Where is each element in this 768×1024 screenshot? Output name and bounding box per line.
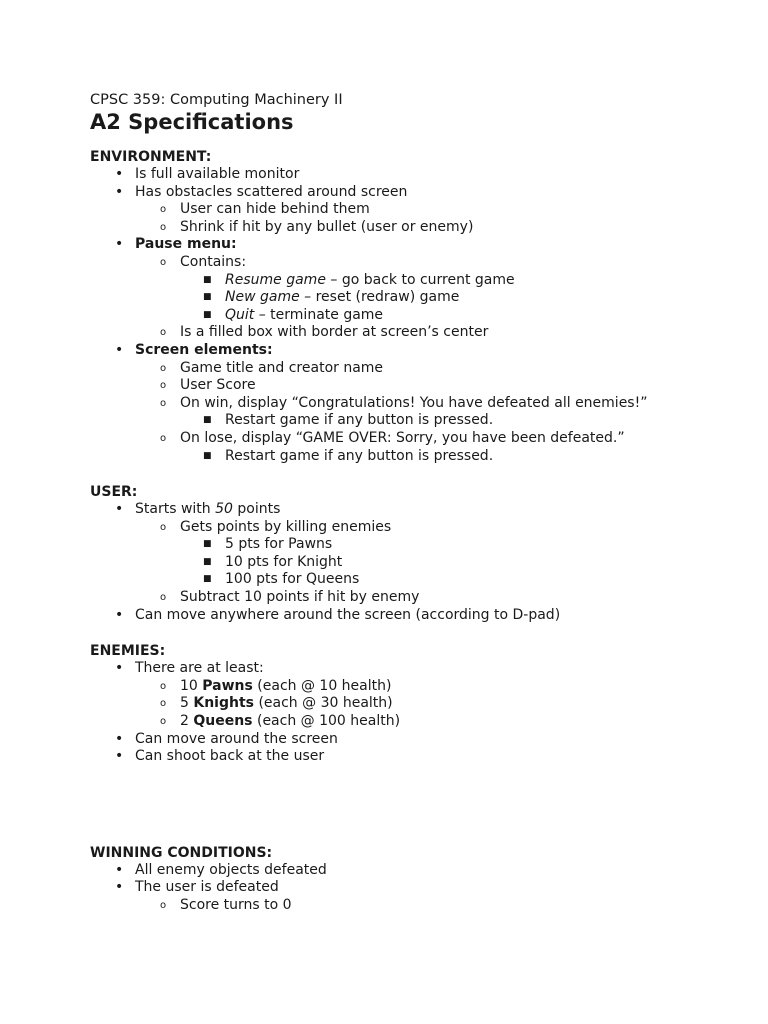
circle-bullet-icon: o bbox=[160, 397, 167, 409]
list-item: o Score turns to 0 bbox=[160, 897, 292, 913]
list-item: o Is a filled box with border at screen’s center bbox=[160, 324, 489, 341]
bullet-icon: • bbox=[115, 879, 124, 896]
circle-bullet-icon: o bbox=[160, 327, 167, 339]
list-item: o Game title and creator name bbox=[160, 359, 384, 376]
list-item: • The user is defeated bbox=[115, 879, 279, 896]
bullet-icon: • bbox=[115, 166, 124, 182]
list-item: • Screen elements: bbox=[115, 341, 273, 358]
bullet-icon: • bbox=[115, 501, 124, 518]
bullet-icon: • bbox=[115, 861, 124, 878]
list-item: o Gets points by killing enemies bbox=[160, 518, 392, 535]
list-item: o 10 Pawns (each @ 10 health) bbox=[160, 677, 392, 694]
list-item: ■ 5 pts for Pawns bbox=[203, 536, 333, 553]
course-header: CPSC 359: Computing Machinery II bbox=[90, 92, 343, 108]
document-title: A2 Specifications bbox=[90, 110, 294, 134]
circle-bullet-icon: o bbox=[160, 900, 167, 911]
circle-bullet-icon: o bbox=[160, 221, 167, 233]
circle-bullet-icon: o bbox=[160, 521, 167, 533]
list-item: • Can shoot back at the user bbox=[115, 748, 325, 765]
circle-bullet-icon: o bbox=[160, 680, 167, 692]
section-heading-environment: ENVIRONMENT: bbox=[90, 149, 212, 165]
section-heading-enemies: ENEMIES: bbox=[90, 643, 166, 660]
list-item: o 2 Queens (each @ 100 health) bbox=[160, 713, 401, 730]
bullet-icon: • bbox=[115, 183, 124, 200]
section-heading-user: USER: bbox=[90, 484, 138, 501]
list-item: o On lose, display “GAME OVER: Sorry, you have been defeated.” bbox=[160, 429, 625, 446]
section-heading-winning-conditions: WINNING CONDITIONS: bbox=[90, 844, 273, 861]
list-item: • All enemy objects defeated bbox=[115, 861, 327, 878]
bullet-icon: • bbox=[115, 660, 124, 677]
circle-bullet-icon: o bbox=[160, 204, 167, 216]
square-bullet-icon: ■ bbox=[203, 309, 212, 320]
bullet-icon: • bbox=[115, 606, 124, 623]
list-item: o User can hide behind them bbox=[160, 201, 370, 218]
bullet-icon: • bbox=[115, 748, 124, 765]
square-bullet-icon: ■ bbox=[203, 415, 212, 426]
list-item: ■ 100 pts for Queens bbox=[203, 571, 360, 588]
spacer bbox=[90, 766, 730, 844]
list-item: ■ 10 pts for Knight bbox=[203, 553, 343, 570]
list-item: o User Score bbox=[160, 377, 256, 394]
circle-bullet-icon: o bbox=[160, 432, 167, 444]
list-item: o On win, display “Congratulations! You have defeated all enemies!” bbox=[160, 394, 648, 411]
circle-bullet-icon: o bbox=[160, 592, 167, 604]
list-item: o Contains: bbox=[160, 253, 247, 270]
list-item: • Can move around the screen bbox=[115, 730, 338, 747]
spacer bbox=[90, 465, 730, 483]
square-bullet-icon: ■ bbox=[203, 292, 212, 303]
bullet-icon: • bbox=[115, 236, 124, 253]
square-bullet-icon: ■ bbox=[203, 574, 212, 585]
list-item: • Is full available monitor bbox=[115, 166, 300, 182]
list-item: o Subtract 10 points if hit by enemy bbox=[160, 589, 420, 606]
list-item: ■ Restart game if any button is pressed. bbox=[203, 412, 494, 429]
list-item: • There are at least: bbox=[115, 660, 264, 677]
list-item: o 5 Knights (each @ 30 health) bbox=[160, 695, 393, 712]
square-bullet-icon: ■ bbox=[203, 556, 212, 567]
list-item: • Can move anywhere around the screen (according to D-pad) bbox=[115, 606, 561, 623]
list-item: ■ Quit – terminate game bbox=[203, 306, 384, 323]
square-bullet-icon: ■ bbox=[203, 539, 212, 550]
square-bullet-icon: ■ bbox=[203, 450, 212, 461]
circle-bullet-icon: o bbox=[160, 716, 167, 728]
bullet-icon: • bbox=[115, 341, 124, 358]
circle-bullet-icon: o bbox=[160, 380, 167, 392]
list-item: ■ New game – reset (redraw) game bbox=[203, 289, 460, 306]
square-bullet-icon: ■ bbox=[203, 274, 212, 285]
list-item: • Starts with 50 points bbox=[115, 501, 281, 518]
document-page bbox=[90, 90, 730, 915]
circle-bullet-icon: o bbox=[160, 698, 167, 710]
circle-bullet-icon: o bbox=[160, 362, 167, 374]
circle-bullet-icon: o bbox=[160, 256, 167, 268]
list-item: • Has obstacles scattered around screen bbox=[115, 183, 408, 200]
list-item: • Pause menu: bbox=[115, 236, 237, 253]
list-item: ■ Restart game if any button is pressed. bbox=[203, 447, 494, 464]
list-item: ■ Resume game – go back to current game bbox=[203, 271, 515, 288]
spacer bbox=[90, 624, 730, 642]
bullet-icon: • bbox=[115, 730, 124, 747]
list-item: o Shrink if hit by any bullet (user or enemy) bbox=[160, 218, 474, 235]
